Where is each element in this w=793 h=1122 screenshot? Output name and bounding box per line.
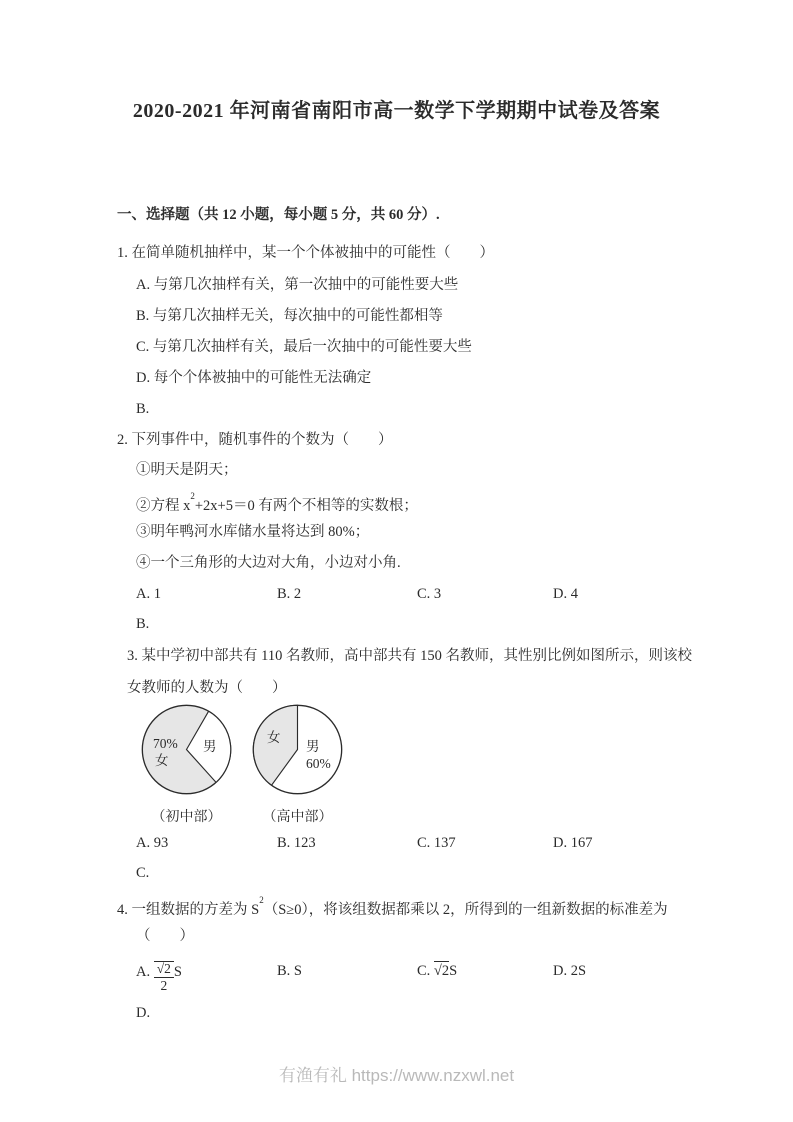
question-2-item-2 [136,491,418,516]
question-2-option-b: B. 2 [277,586,302,602]
page-title: 2020-2021 年河南省南阳市高一数学下学期期中试卷及答案 [132,100,661,122]
q4-option-a-suffix: S [173,964,182,981]
question-2-option-a: A. 1 [136,586,161,602]
q4-stem-post: （S≥0），将该组数据都乘以 2，所得到的一组新数据的标准差为 [263,901,668,918]
pie-junior-female-label: 女 [155,753,169,768]
question-2-item-1: ①明天是阴天； [136,462,238,478]
question-3-stem-line-2: 女教师的人数为（ ） [127,680,287,696]
question-3-option-c: C. 137 [417,835,456,851]
pie-senior-caption: （高中部） [262,810,333,825]
q4-stem-superscript: 2 [259,895,264,905]
question-1-option-d: D. 每个个体被抽中的可能性无法确定 [136,370,372,386]
question-3-answer: C. [136,865,150,881]
pie-junior-caption: （初中部） [151,810,222,825]
footer-watermark: 有渔有礼 https://www.nzxwl.net [278,1066,515,1085]
question-4-option-c [417,961,457,981]
pie-junior-male-label: 男 [203,739,217,754]
item-2-pre: ②方程 x [136,497,191,514]
pie-chart-junior [139,702,234,797]
pie-chart-senior-svg [250,702,345,797]
q4-option-c-label: C. [417,963,431,979]
question-4-answer: D. [136,1005,151,1021]
question-4-stem-line-2: （ ） [136,928,194,944]
question-2-option-c: C. 3 [417,586,442,602]
q4-option-c-sqrt2: √2 [433,963,450,979]
q4-fraction-denominator: 2 [160,978,168,994]
question-3-option-b: B. 123 [277,835,316,851]
section-heading: 一、选择题（共 12 小题，每小题 5 分，共 60 分）. [117,207,440,223]
pie-senior-percent-label: 60% [306,756,331,771]
pie-senior-female-label: 女 [267,730,281,745]
q4-option-a-fraction [154,961,174,993]
question-1-option-b: B. 与第几次抽样无关，每次抽中的可能性都相等 [136,308,443,324]
question-2-item-3: ③明年鸭河水库储水量将达到 80%； [136,524,370,540]
item-2-post: +2x+5＝0 有两个不相等的实数根； [194,497,418,514]
question-1-stem: 1. 在简单随机抽样中，某一个个体被抽中的可能性（ ） [117,245,494,261]
question-4-option-d: D. 2S [553,963,587,979]
q4-option-a-label: A. [136,964,151,981]
question-2-item-4: ④一个三角形的大边对大角，小边对小角. [136,555,401,571]
question-4-option-b: B. S [277,963,302,979]
question-3-stem-line-1: 3. 某中学初中部共有 110 名教师，高中部共有 150 名教师，其性别比例如图所示，则该校 [127,648,692,664]
pie-chart-senior [250,702,345,797]
q4-fraction-numerator-sqrt2: √2 [154,961,174,978]
question-1-option-a: A. 与第几次抽样有关，第一次抽中的可能性要大些 [136,277,459,293]
question-1-option-c: C. 与第几次抽样有关，最后一次抽中的可能性要大些 [136,339,472,355]
q4-option-c-suffix: S [449,963,458,979]
q4-stem-pre: 4. 一组数据的方差为 S [117,901,260,918]
question-3-option-a: A. 93 [136,835,169,851]
question-4-option-a [136,961,182,993]
question-4-stem [117,895,668,920]
item-2-superscript: 2 [190,491,195,501]
pie-senior-male-label: 男 [306,739,320,754]
question-2-answer: B. [136,616,150,632]
question-1-answer: B. [136,401,150,417]
question-3-option-d: D. 167 [553,835,593,851]
question-2-stem: 2. 下列事件中，随机事件的个数为（ ） [117,432,393,448]
question-2-option-d: D. 4 [553,586,578,602]
pie-junior-percent-label: 70% [153,736,178,751]
